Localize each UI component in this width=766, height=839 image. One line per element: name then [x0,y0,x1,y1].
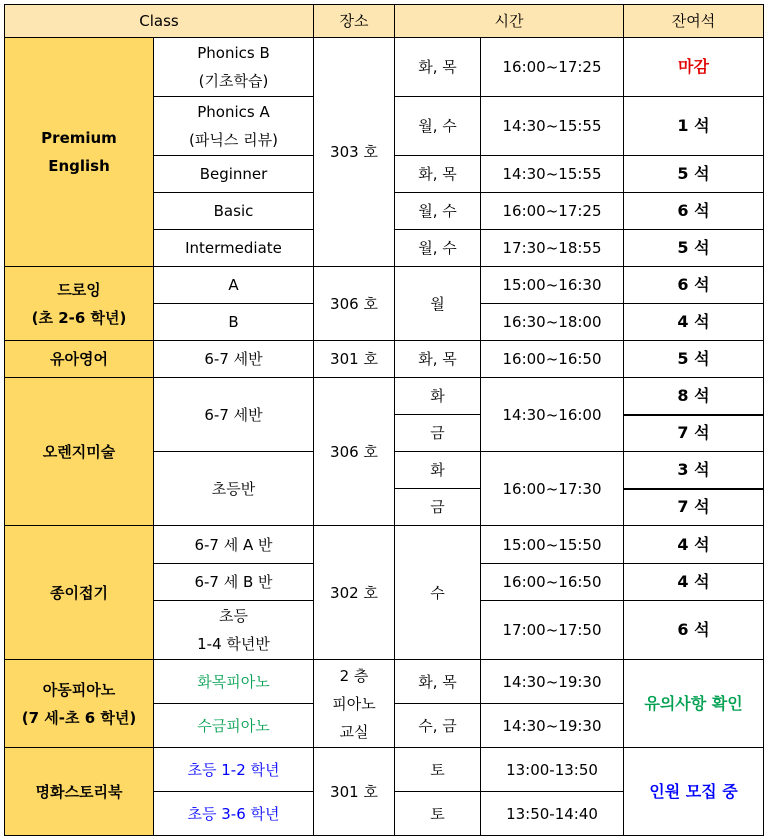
seats: 7 석 [624,415,764,452]
seats: 4 석 [624,564,764,601]
table-row [5,378,764,415]
days: 토 [395,792,481,836]
seats: 3 석 [624,452,764,489]
days: 월, 수 [395,97,481,156]
days: 월, 수 [395,230,481,267]
class-schedule-table [4,4,764,836]
class-name-line: 초등 [219,607,248,625]
days: 화 [395,378,481,415]
class-name-line: Phonics A [197,103,270,121]
seats: 5 석 [624,341,764,378]
class-name: 6-7 세 A 반 [154,526,314,564]
recruiting-note: 인원 모집 중 [624,748,764,836]
days: 화, 목 [395,660,481,704]
class-name: 6-7 세 B 반 [154,564,314,601]
time: 17:30~18:55 [481,230,624,267]
seats: 6 석 [624,267,764,304]
table-row [5,660,764,704]
table-row [5,341,764,378]
time: 14:30~15:55 [481,156,624,193]
header-row [5,5,764,38]
seats: 6 석 [624,601,764,660]
seats: 6 석 [624,193,764,230]
class-name [154,97,314,156]
class-name: 화목피아노 [154,660,314,704]
group-storybook: 명화스토리북 [5,748,154,836]
class-name: B [154,304,314,341]
room-line: 교실 [339,722,369,741]
class-name-line: Phonics B [197,44,270,62]
room: 306 호 [314,267,395,341]
class-name-line: (기초학습) [198,72,269,90]
time: 17:00~17:50 [481,601,624,660]
seats: 5 석 [624,156,764,193]
time: 13:50-14:40 [481,792,624,836]
group-label: 아동피아노 [42,680,116,699]
group-toddler-english: 유아영어 [5,341,154,378]
days: 수 [395,526,481,660]
time: 14:30~19:30 [481,660,624,704]
class-name [154,38,314,97]
table-row [5,748,764,792]
time: 16:00~16:50 [481,341,624,378]
room: 302 호 [314,526,395,660]
class-name: Basic [154,193,314,230]
time: 16:00~16:50 [481,564,624,601]
room-line: 2 층 [339,666,369,685]
days: 월, 수 [395,193,481,230]
class-name: Beginner [154,156,314,193]
room: 301 호 [314,748,395,836]
time: 16:30~18:00 [481,304,624,341]
time: 16:00~17:25 [481,193,624,230]
class-name: 초등반 [154,452,314,526]
header-time: 시간 [395,5,624,38]
group-label: English [48,157,110,175]
group-drawing [5,267,154,341]
time: 16:00~17:30 [481,452,624,526]
table-row [5,38,764,97]
time: 14:30~19:30 [481,704,624,748]
seats: 8 석 [624,378,764,415]
room: 306 호 [314,378,395,526]
room [314,660,395,748]
days: 화, 목 [395,38,481,97]
room: 303 호 [314,38,395,267]
days: 금 [395,489,481,526]
notice-check: 유의사항 확인 [624,660,764,748]
header-seats: 잔여석 [624,5,764,38]
seats: 마감 [624,38,764,97]
group-piano [5,660,154,748]
time: 15:00~15:50 [481,526,624,564]
table-row [5,267,764,304]
group-label: 드로잉 [57,280,101,299]
class-name: 초등 3-6 학년 [154,792,314,836]
class-name: 초등 1-2 학년 [154,748,314,792]
group-label: Premium [41,129,117,147]
table-row [5,526,764,564]
room-line: 피아노 [332,694,376,713]
class-name-line: 1-4 학년반 [197,635,270,653]
days: 토 [395,748,481,792]
group-premium-english [5,38,154,267]
header-room: 장소 [314,5,395,38]
class-name: A [154,267,314,304]
time: 14:30~16:00 [481,378,624,452]
days: 금 [395,415,481,452]
seats: 7 석 [624,489,764,526]
seats: 4 석 [624,526,764,564]
group-label: (초 2-6 학년) [31,308,127,327]
time: 13:00-13:50 [481,748,624,792]
days: 화, 목 [395,156,481,193]
days: 월 [395,267,481,341]
seats: 4 석 [624,304,764,341]
days: 화 [395,452,481,489]
class-name: 6-7 세반 [154,378,314,452]
group-origami: 종이접기 [5,526,154,660]
class-name: 수금피아노 [154,704,314,748]
group-label: (7 세-초 6 학년) [21,708,137,727]
room: 301 호 [314,341,395,378]
seats: 1 석 [624,97,764,156]
class-name [154,601,314,660]
header-class: Class [5,5,314,38]
seats: 5 석 [624,230,764,267]
time: 14:30~15:55 [481,97,624,156]
class-name: 6-7 세반 [154,341,314,378]
days: 수, 금 [395,704,481,748]
time: 16:00~17:25 [481,38,624,97]
days: 화, 목 [395,341,481,378]
class-name: Intermediate [154,230,314,267]
time: 15:00~16:30 [481,267,624,304]
class-name-line: (파닉스 리뷰) [189,131,278,149]
group-orange-art: 오렌지미술 [5,378,154,526]
